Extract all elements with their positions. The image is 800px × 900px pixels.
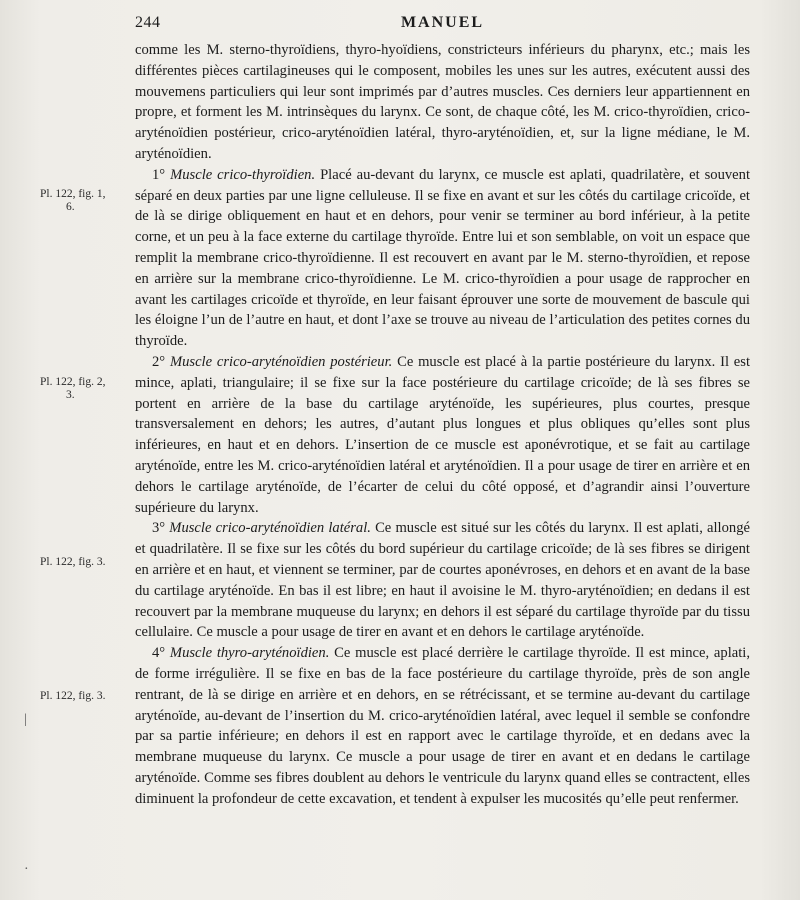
paragraph-body: Placé au-devant du larynx, ce muscle est aplati, quadrilatère, et souvent séparé en deux parties par une ligne celluleuse. Il se fixe en avant et sur les côtés du cartilage cricoïde, et de là se dirige obliquement en haut et en dehors, pour venir se terminer au bord inférieur, à la petite corne, et un peu à la face externe du cartilage thyroïde. Entre lui et son semblable, on voit un espace que remplit la membrane crico-thyroïdienne. Il est recouvert en avant par le M. sterno-thyroïdien, et repose en arrière sur la membrane crico-thyroïdienne. Le M. crico-thyroïdien a pour usage de rapprocher en avant les cartilages cricoïde et thyroïde, en leur faisant éprouver une sorte de mouvement de bascule qui les éloigne l’un de l’autre en haut, et dont l’axe se trouve au niveau de l’articulation des petites cornes du thyroïde. bbox=[135, 166, 751, 350]
page-header bbox=[135, 14, 750, 38]
margin-note-line: 3. bbox=[66, 389, 75, 401]
margin-note-line: Pl. 122, fig. 3. bbox=[40, 556, 106, 568]
margin-note-line: 6. bbox=[66, 201, 75, 213]
intro-paragraph: comme les M. sterno-thyroïdiens, thyro-hyoïdiens, constricteurs inférieurs du pharynx, etc.; mais les différentes pièces cartilagineuses qui le composent, mobiles les unes sur les autres, exécutent aussi des mouvemens particuliers qui leur sont imprimés par d’autres muscles. Ces derniers leur appartiennent en propre, et forment les M. intrinsèques du larynx. Ce sont, de chaque côté, les M. crico-thyroïdien, crico-aryténoïdien postérieur, crico-aryténoïdien latéral, thyro-aryténoïdien, et, sur la ligne médiane, le M. aryténoïdien. bbox=[135, 42, 750, 162]
margin-note-plate-ref bbox=[40, 690, 130, 703]
paragraph-number: 2° bbox=[152, 353, 166, 370]
paragraph-thyro-arytenoidien bbox=[135, 643, 750, 809]
margin-note-line: Pl. 122, fig. 2, bbox=[40, 376, 106, 388]
margin-note-line: Pl. 122, fig. 3. bbox=[40, 690, 106, 702]
paragraph-body: Ce muscle est placé à la partie postérieure du larynx. Il est mince, aplati, triangulaire; il se fixe sur la face postérieure du cartilage cricoïde; de là ses fibres se portent en arrière de la base du cartilage aryténoïde, les supérieures, plus courtes, presque transversalement en dehors; les autres, d’autant plus longues et plus obliques qu’elles sont plus inférieures, en haut et en dehors. L’insertion de ce muscle est aponévrotique, et se fait au cartilage aryténoïde, entre les M. crico-aryténoïdien latéral et aryténoïdien. Il a pour usage de tirer en arrière et en dehors le cartilage aryténoïde, de l’écarter de celui du côté opposé, et d’agrandir ainsi l’ouverture supérieure du larynx. bbox=[135, 353, 750, 516]
body-text bbox=[135, 40, 750, 809]
paragraph-number: 3° bbox=[152, 520, 166, 537]
paragraph-body: Ce muscle est placé derrière le cartilage thyroïde. Il est mince, aplati, de forme irrégulière. Il se fixe en bas de la face postérieure du cartilage thyroïde, près de son angle rentrant, de là se dirige en arrière et en dehors, en se rétrécissant, et se termine au-devant du cartilage aryténoïde, au-devant de l’insertion du M. crico-aryténoïdien latéral, avec lequel il semble se confondre par sa partie inférieure; en dehors il est en rapport avec le cartilage thyroïde, et en dedans avec la membrane muqueuse du larynx. Ce muscle a pour usage de tirer en avant et en dedans le cartilage aryténoïde. Comme ses fibres doublent au dehors le ventricule du larynx quand elles se contractent, elles diminuent la profondeur de cette excavation, et tendent à expulser les mucosités qu’elle peut renfermer. bbox=[135, 645, 750, 807]
muscle-title: Muscle crico-aryténoïdien latéral. bbox=[169, 520, 371, 537]
paragraph-number: 1° bbox=[152, 166, 166, 183]
paragraph-crico-arytenoidien-lateral bbox=[135, 518, 750, 643]
margin-note-plate-ref bbox=[40, 556, 130, 569]
running-title: MANUEL bbox=[400, 14, 485, 31]
paragraph-number: 4° bbox=[152, 645, 166, 662]
stray-ink-mark: | bbox=[24, 712, 27, 727]
muscle-title: Muscle crico-aryténoïdien postérieur. bbox=[169, 353, 393, 370]
muscle-title: Muscle crico-thyroïdien. bbox=[170, 166, 316, 183]
paragraph-crico-thyroidien bbox=[135, 165, 750, 352]
margin-note-plate-ref bbox=[40, 376, 130, 402]
muscle-title: Muscle thyro-aryténoïdien. bbox=[169, 645, 330, 662]
margin-note-line: Pl. 122, fig. 1, bbox=[40, 188, 106, 200]
stray-ink-mark: · bbox=[24, 862, 29, 877]
paragraph-crico-arytenoidien-posterieur bbox=[135, 352, 750, 518]
paragraph-body: Ce muscle est situé sur les côtés du larynx. Il est aplati, allongé et quadrilatère. Il se fixe sur les côtés du bord supérieur du cartilage cricoïde; de là ses fibres se dirigent en arrière et en haut, et viennent se terminer, par de courtes aponévroses, en dehors et en avant de la base du cartilage aryténoïde. En bas il est libre; en haut il avoisine le M. thyro-aryténoïdien; en dedans il est recouvert par la membrane muqueuse du larynx; en dehors il est séparé du cartilage thyroïde par du tissu cellulaire. Ce muscle a pour usage de tirer en avant et en dehors le cartilage aryténoïde. bbox=[135, 520, 750, 641]
margin-note-plate-ref bbox=[40, 188, 130, 214]
page-number: 244 bbox=[135, 14, 161, 31]
